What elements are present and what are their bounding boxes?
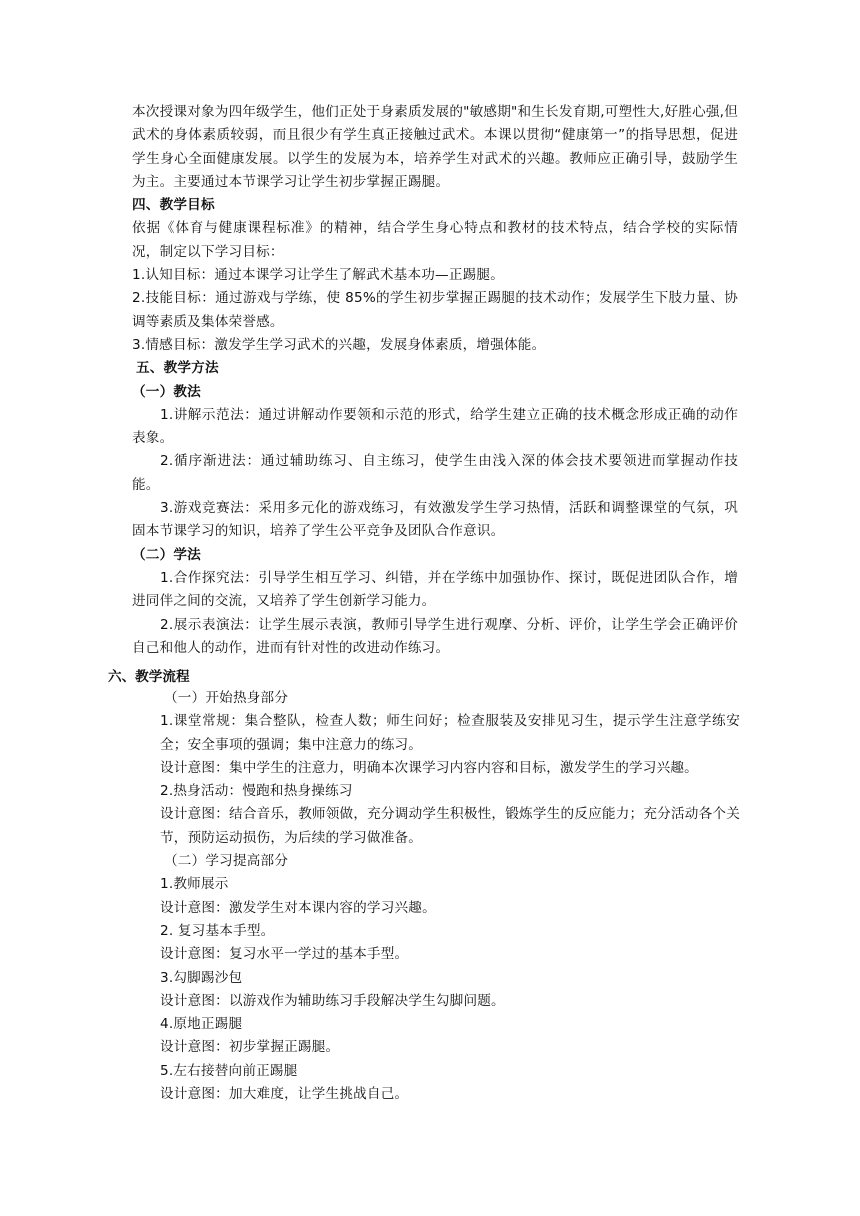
flow-heading: 六、教学流程 [108,669,190,685]
flow-line: 设计意图：复习水平一学过的基本手型。 [160,946,409,963]
learn-method-item: 2.展示表演法：让学生展示表演，教师引导学生进行观摩、分析、评价，让学生学会正确评价自己和他人的动作，进而有针对性的改进动作练习。 [132,616,738,656]
teach-method-item: 2.循序渐进法：通过辅助练习、自主练习，使学生由浅入深的体会技术要领进而掌握动作技能。 [132,453,738,493]
flow-line: 3.勾脚踢沙包 [160,969,243,986]
goal-item: 2.技能目标：通过游戏与学练，使 85%的学生初步掌握正踢腿的技术动作；发展学生下肢力量、协调等素质及集体荣誉感。 [132,290,738,330]
flow-line: 设计意图：集中学生的注意力，明确本次课学习内容内容和目标，激发学生的学习兴趣。 [160,759,698,776]
teach-method-item: 3.游戏竞赛法：采用多元化的游戏练习，有效激发学生学习热情，活跃和调整课堂的气氛，巩固本节课学习的知识，培养了学生公平竞争及团队合作意识。 [132,500,738,540]
goal-item: 1.认知目标：通过本课学习让学生了解武术基本功—正踢腿。 [132,267,505,284]
teach-method-item: 1.讲解示范法：通过讲解动作要领和示范的形式，给学生建立正确的技术概念形成正确的动作表象。 [132,406,738,447]
flow-line: 设计意图：以游戏作为辅助练习手段解决学生勾脚问题。 [160,992,505,1009]
flow-section-title: （一）开始热身部分 [164,690,289,706]
goals-heading: 四、教学目标 [132,197,215,214]
goals-intro: 依据《体育与健康课程标准》的精神，结合学生身心特点和教材的技术特点，结合学校的实际情况，制定以下学习目标： [132,220,738,260]
flow-line: 设计意图：初步掌握正踢腿。 [160,1039,340,1056]
methods-heading: 五、教学方法 [136,360,219,377]
flow-line: 设计意图：结合音乐，教师领做，充分调动学生积极性，锻炼学生的反应能力；充分活动各个关节，预防运动损伤，为后续的学习做准备。 [160,806,740,846]
goal-item: 3.情感目标：激发学生学习武术的兴趣，发展身体素质，增强体能。 [132,336,546,353]
flow-section-title: （二）学习提高部分 [164,853,289,870]
learn-method-heading: （二）学法 [132,546,201,563]
flow-block [160,687,740,1106]
learn-method-item: 1.合作探究法：引导学生相互学习、纠错，并在学练中加强协作、探讨，既促进团队合作，增进同伴之间的交流，又培养了学生创新学习能力。 [132,569,738,610]
flow-line: 设计意图：激发学生对本课内容的学习兴趣。 [160,899,436,916]
intro-paragraph: 本次授课对象为四年级学生，他们正处于身素质发展的"敏感期"和生长发育期,可塑性大,好胜心强,但武术的身体素质较弱，而且很少有学生真正接触过武术。本课以贯彻“健康第一”的指导思想，促进学生身心全面健康发展。以学生的发展为本，培养学生对武术的兴趣。教师应正确引导，鼓励学生为主。主要通过本节课学习让学生初步掌握正踢腿。 [132,104,738,190]
teach-method-heading: （一）教法 [132,383,201,400]
flow-line: 2. 复习基本手型。 [160,922,275,939]
flow-line: 1.课堂常规：集合整队，检查人数；师生问好；检查服装及安排见习生，提示学生注意学练安全；安全事项的强调；集中注意力的练习。 [160,713,740,753]
flow-line: 5.左右接替向前正踢腿 [160,1062,298,1079]
flow-line: 2.热身活动：慢跑和热身操练习 [160,783,353,800]
flow-line: 4.原地正踢腿 [160,1016,243,1033]
lesson-text-block [132,101,738,660]
flow-line: 设计意图：加大难度，让学生挑战自己。 [160,1086,409,1103]
flow-line: 1.教师展示 [160,876,229,893]
